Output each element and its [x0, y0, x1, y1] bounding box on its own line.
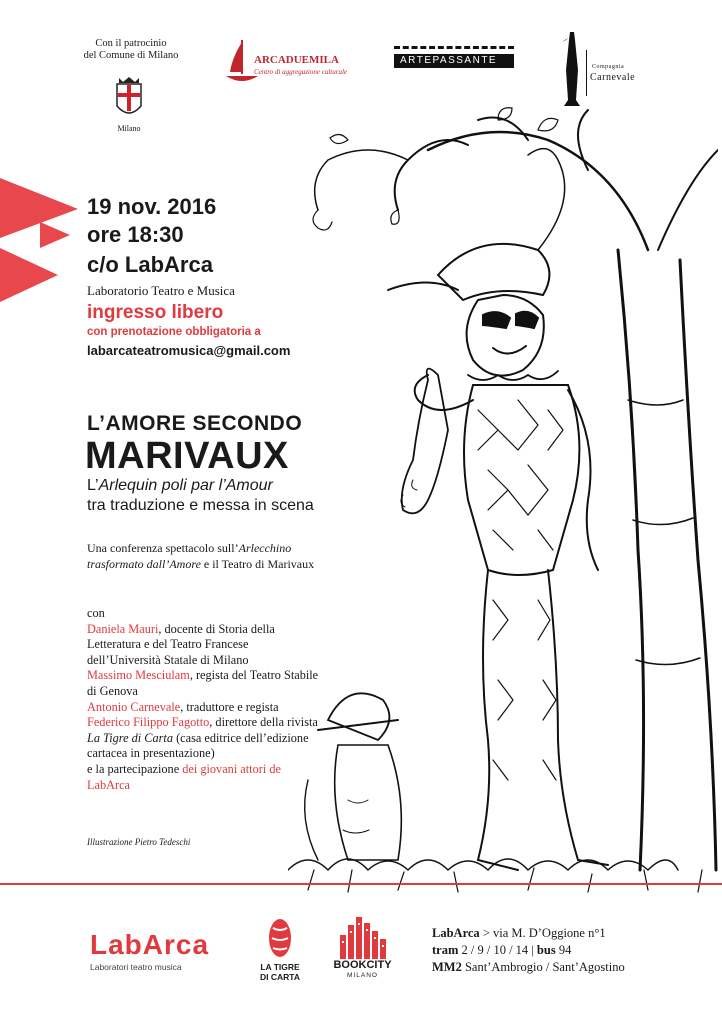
- carnevale-bottom-text: Carnevale: [590, 72, 636, 83]
- event-date: 19 nov. 2016: [87, 194, 217, 219]
- title-line-1: L’AMORE SECONDO: [87, 412, 303, 435]
- reservation-note: con prenotazione obbligatoria a: [87, 326, 261, 338]
- speaker-4: Federico Filippo Fagotto, direttore della rivista La Tigre di Carta (casa editrice dell’edizione cartacea in presentazione): [87, 715, 318, 761]
- patronage-text: Con il patrocinio del Comune di Milano: [83, 38, 179, 61]
- labarca-logo-tagline: Laboratori teatro musica: [90, 962, 182, 972]
- address-line-3: MM2 Sant’Ambrogio / Sant’Agostino: [432, 960, 625, 974]
- event-venue: c/o LabArca: [87, 252, 213, 277]
- credits-closing: e la partecipazione dei giovani attori de LabArca: [87, 761, 281, 792]
- artepassante-logo: [394, 40, 516, 80]
- free-entry-label: ingresso libero: [87, 302, 224, 323]
- speaker-2: Massimo Mesciulam, regista del Teatro Stabile di Genova: [87, 668, 319, 698]
- address-line-1: LabArca > via M. D’Oggione n°1: [432, 926, 606, 940]
- subtitle-line-1: L’Arlequin poli par l’Amour: [87, 477, 273, 494]
- tiger-emblem-icon: [255, 918, 305, 962]
- milano-crest-icon: [112, 76, 146, 124]
- carnevale-top-text: Compagnia: [592, 64, 625, 70]
- speaker-3: Antonio Carnevale, traduttore e regista: [87, 699, 279, 714]
- venue-address: [432, 925, 625, 976]
- arcaduemila-tagline: Centro di aggregazione culturale: [254, 68, 347, 76]
- labarca-logo: [90, 930, 210, 980]
- tigre-line-1: LA TIGRE: [260, 962, 300, 972]
- illustration-credit: Illustrazione Pietro Tedeschi: [87, 837, 191, 847]
- red-arrow-medium-icon: [0, 248, 58, 302]
- carnevale-figure-icon: [556, 30, 586, 110]
- bookcity-name: BOOKCITY: [333, 959, 392, 971]
- venue-subtitle: Laboratorio Teatro e Musica: [87, 283, 235, 298]
- speakers-list: [87, 606, 322, 793]
- title-line-2: MARIVAUX: [85, 435, 289, 477]
- milano-label: Milano: [117, 124, 141, 133]
- carnevale-logo: [556, 30, 674, 110]
- arcaduemila-logo: [222, 38, 372, 88]
- credits-intro: con: [87, 606, 105, 620]
- bookcity-skyline-icon: [330, 915, 395, 959]
- artepassante-name: ARTEPASSANTE: [400, 55, 498, 66]
- event-description: Una conferenza spettacolo sull’Arlecchino trasformato dall’Amore e il Teatro di Marivaux: [87, 541, 315, 571]
- speaker-1: Daniela Mauri, docente di Storia della Letteratura e del Teatro Francese dell’Università Statale di Milano: [87, 621, 275, 667]
- event-time: ore 18:30: [87, 222, 184, 247]
- red-arrow-small-icon: [40, 222, 70, 248]
- address-line-2: tram 2 / 9 / 10 / 14 | bus 94: [432, 943, 572, 957]
- tigre-di-carta-logo: [255, 918, 305, 988]
- labarca-logo-name: LabArca: [90, 929, 210, 960]
- harlequin-illustration: [288, 100, 718, 895]
- footer-divider: [0, 883, 722, 885]
- bookcity-city: MILANO: [347, 972, 378, 979]
- arcaduemila-name: ARCADUEMILA: [254, 54, 339, 66]
- bookcity-logo: [330, 915, 395, 990]
- subtitle-line-2: tra traduzione e messa in scena: [87, 497, 314, 514]
- tigre-line-2: DI CARTA: [260, 972, 300, 982]
- contact-email-link[interactable]: labarcateatromusica@gmail.com: [87, 343, 291, 358]
